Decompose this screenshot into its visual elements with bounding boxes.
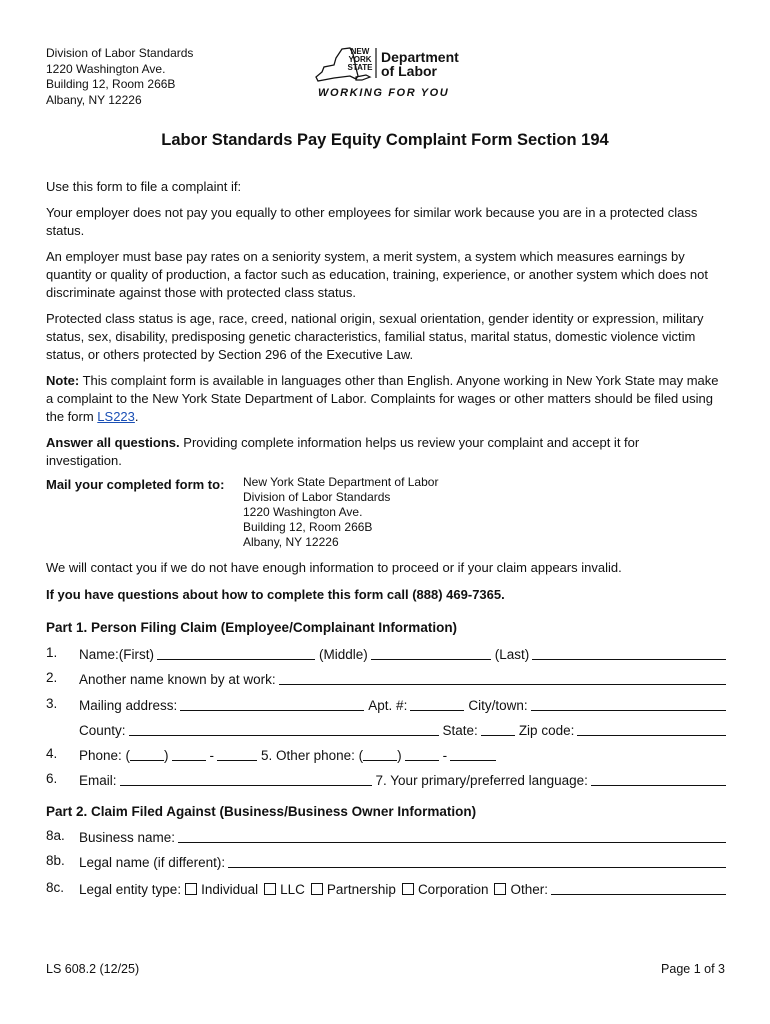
part2-title: Part 2. Claim Filed Against (Business/Business Owner Information) (46, 804, 477, 819)
language-label: 7. Your primary/preferred language: (375, 773, 588, 788)
address-line: Division of Labor Standards (46, 46, 194, 60)
checkbox[interactable] (494, 883, 506, 895)
other-name-label: Another name known by at work: (79, 672, 276, 687)
checkbox[interactable] (311, 883, 323, 895)
apt-field[interactable] (410, 696, 464, 711)
county-field[interactable] (129, 721, 439, 736)
logo-dept-line: of Labor (381, 63, 437, 79)
city-field[interactable] (531, 696, 726, 711)
logo-dept-line: Department (381, 49, 459, 65)
page-number: Page 1 of 3 (661, 962, 725, 976)
option-label: Corporation (417, 882, 489, 897)
answer-text: Providing complete information helps us review your complaint and accept it for investigation. (46, 435, 640, 468)
mailing-address-field[interactable] (180, 696, 364, 711)
business-name-label: Business name: (79, 830, 176, 845)
email-field[interactable] (120, 771, 372, 786)
other-entity-field[interactable] (551, 880, 726, 895)
row-county (46, 721, 726, 741)
zip-field[interactable] (577, 721, 726, 736)
mail-address (243, 475, 438, 550)
phone-paren: ) (164, 748, 169, 763)
other-phone-dash: - (442, 748, 448, 763)
answer-paragraph (46, 434, 666, 470)
entity-option-individual[interactable] (181, 882, 258, 897)
ls223-link[interactable]: LS223 (97, 409, 135, 424)
note-label: Note: (46, 373, 80, 388)
mail-line: Building 12, Room 266B (243, 520, 373, 534)
county-label: County: (79, 723, 126, 738)
mailing-address-label: Mailing address: (79, 698, 178, 713)
entity-option-other[interactable] (488, 882, 548, 897)
option-label: Partnership (326, 882, 396, 897)
header-address (46, 46, 193, 108)
form-title: Labor Standards Pay Equity Complaint Form Section 194 (161, 131, 609, 149)
other-phone-prefix-field[interactable] (405, 746, 439, 761)
note-end: . (134, 409, 139, 424)
entity-option-llc[interactable] (258, 882, 305, 897)
item-number: 3. (46, 696, 58, 711)
checkbox[interactable] (402, 883, 414, 895)
middle-name-field[interactable] (371, 645, 491, 660)
item-number: 2. (46, 670, 58, 685)
contact-paragraph: We will contact you if we do not have enough information to proceed or if your claim appears invalid. (46, 560, 622, 575)
phone-dash: - (209, 748, 215, 763)
phone-line-field[interactable] (217, 746, 257, 761)
answer-label: Answer all questions. (46, 435, 180, 450)
intro-paragraph: Your employer does not pay you equally to other employees for similar work because you are in a protected class status. (46, 205, 698, 238)
address-line: 1220 Washington Ave. (46, 61, 166, 76)
row-email (46, 771, 726, 791)
logo-department (381, 50, 459, 78)
other-name-field[interactable] (279, 670, 726, 685)
item-number: 8a. (46, 828, 65, 843)
last-name-field[interactable] (532, 645, 726, 660)
entity-type-label: Legal entity type: (79, 882, 182, 897)
row-name (46, 645, 726, 665)
entity-option-partnership[interactable] (305, 882, 396, 897)
address-line: Albany, NY 12226 (46, 92, 142, 107)
mail-line: Division of Labor Standards (243, 490, 391, 504)
legal-name-field[interactable] (228, 853, 726, 868)
logo-tagline: WORKING FOR YOU (318, 87, 450, 99)
logo-state-text (345, 48, 375, 72)
address-line: Building 12, Room 266B (46, 77, 176, 91)
logo-state-line: YORK (348, 55, 372, 64)
legal-name-label: Legal name (if different): (79, 855, 226, 870)
intro-paragraph: Protected class status is age, race, creed, national origin, sexual orientation, gender identity or expression, military status, sex, disability, predisposing genetic characteristics, familial status, marital status, domestic violence victim status, or others protected by Section 296 of the Executive Law. (46, 311, 704, 362)
item-number: 8c. (46, 880, 65, 895)
other-phone-area-field[interactable] (363, 746, 397, 761)
part1-title: Part 1. Person Filing Claim (Employee/Complainant Information) (46, 620, 458, 635)
middle-name-label: (Middle) (319, 647, 368, 662)
entity-option-corporation[interactable] (396, 882, 489, 897)
last-name-label: (Last) (494, 647, 530, 662)
form-id: LS 608.2 (12/25) (46, 962, 140, 976)
logo-state-line: NEW (350, 47, 370, 56)
mail-line: New York State Department of Labor (243, 475, 439, 489)
state-label: State: (442, 723, 478, 738)
row-phone (46, 746, 726, 766)
city-label: City/town: (468, 698, 528, 713)
option-label: LLC (280, 882, 305, 897)
other-phone-paren: ) (397, 748, 402, 763)
other-phone-label: 5. Other phone: ( (261, 748, 364, 763)
language-field[interactable] (591, 771, 726, 786)
phone-label: Phone: ( (79, 748, 131, 763)
row-business-name (46, 828, 726, 848)
row-entity-type (46, 880, 726, 900)
logo-state-line: STATE (347, 63, 373, 72)
first-name-label: Name:(First) (79, 647, 154, 662)
checkbox[interactable] (185, 883, 197, 895)
note-paragraph (46, 372, 726, 426)
item-number: 1. (46, 645, 58, 660)
questions-paragraph: If you have questions about how to complete this form call (888) 469-7365. (46, 587, 505, 602)
option-label: Other: (510, 882, 548, 897)
other-phone-line-field[interactable] (450, 746, 496, 761)
checkbox[interactable] (264, 883, 276, 895)
intro-paragraph: Use this form to file a complaint if: (46, 179, 242, 194)
item-number: 8b. (46, 853, 65, 868)
nys-dol-logo (312, 46, 462, 102)
mail-line: Albany, NY 12226 (243, 535, 339, 549)
state-field[interactable] (481, 721, 515, 736)
option-label: Individual (201, 882, 259, 897)
row-legal-name (46, 853, 726, 873)
row-other-name (46, 670, 726, 690)
email-label: Email: (79, 773, 117, 788)
note-text: This complaint form is available in languages other than English. Anyone working in New York State may make a complaint to the New York State Department of Labor. Complaints for wages or other matters should be filed using the form (46, 373, 719, 424)
apt-label: Apt. #: (368, 698, 408, 713)
row-mailing-address (46, 696, 726, 716)
mail-label: Mail your completed form to: (46, 477, 225, 492)
intro-paragraph: An employer must base pay rates on a seniority system, a merit system, a system which measures earnings by quantity or quality of production, a factor such as education, training, experience, or another system which does not discriminate against those with protected class status. (46, 249, 708, 300)
business-name-field[interactable] (178, 828, 726, 843)
first-name-field[interactable] (157, 645, 315, 660)
item-number: 4. (46, 746, 58, 761)
phone-prefix-field[interactable] (172, 746, 206, 761)
mail-line: 1220 Washington Ave. (243, 505, 363, 519)
item-number: 6. (46, 771, 58, 786)
phone-area-field[interactable] (130, 746, 164, 761)
zip-label: Zip code: (518, 723, 575, 738)
